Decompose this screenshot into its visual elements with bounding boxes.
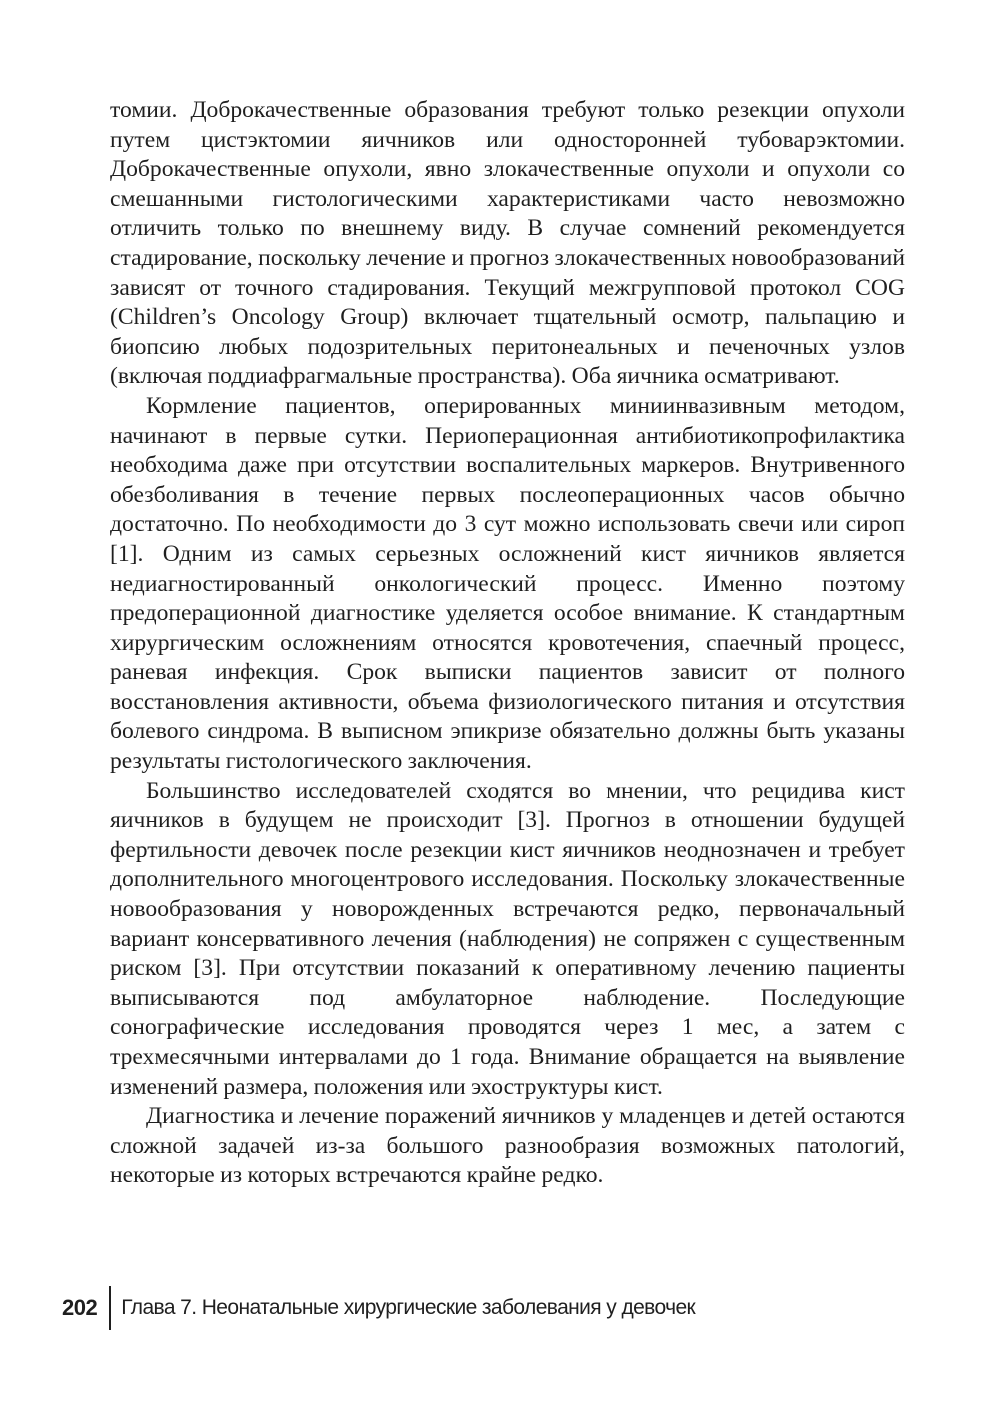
paragraph-postoperative-care: Кормление пациентов, оперированных миниинвазивным методом, начинают в первые сутки. Периоперационная антибиотикопрофилактика необходима даже при отсутствии воспалительных маркеров. Внутривенного обезболивания в течение первых послеоперационных часов обычно достаточно. По необходимости до 3 сут можно использовать свечи или сироп [1]. Одним из самых серьезных осложнений кист яичников является недиагностированный онкологический процесс. Именно поэтому предоперационной диагностике уделяется особое внимание. К стандартным хирургическим осложнениям относятся кровотечения, спаечный процесс, раневая инфекция. Срок выписки пациентов зависит от полного восстановления активности, объема физиологического питания и отсутствия болевого синдрома. В выписном эпикризе обязательно должны быть указаны результаты гистологического заключения.: [110, 392, 905, 775]
page-number: 202: [62, 1295, 98, 1320]
running-chapter-title: Глава 7. Неонатальные хирургические заболевания у девочек: [121, 1296, 696, 1319]
paragraph-continuation: томии. Доброкачественные образования требуют только резекции опухоли путем цистэктомии яичников или односторонней тубоварэктомии. Доброкачественные опухоли, явно злокачественные опухоли и опухоли со смешанными гистологическими характеристиками часто невозможно отличить только по внешнему виду. В случае сомнений рекомендуется стадирование, поскольку лечение и прогноз злокачественных новообразований зависят от точного стадирования. Текущий межгрупповой протокол COG (Children’s Oncology Group) включает тщательный осмотр, пальпацию и биопсию любых подозрительных перитонеальных и печеночных узлов (включая поддиафрагмальные пространства). Оба яичника осматривают.: [110, 97, 905, 390]
page-footer: [62, 1286, 695, 1330]
footer-divider: [109, 1286, 111, 1330]
paragraph-prognosis: Большинство исследователей сходятся во мнении, что рецидива кист яичников в будущем не происходит [3]. Прогноз в отношении будущей фертильности девочек после резекции кист яичников неоднозначен и требует дополнительного многоцентрового исследования. Поскольку злокачественные новообразования у новорожденных встречаются редко, первоначальный вариант консервативного лечения (наблюдения) не сопряжен с существенным риском [3]. При отсутствии показаний к оперативному лечению пациенты выписываются под амбулаторное наблюдение. Последующие сонографические исследования проводятся через 1 мес, а затем с трехмесячными интервалами до 1 года. Внимание обращается на выявление изменений размера, положения или эхоструктуры кист.: [110, 777, 905, 1100]
paragraph-diagnostics: Диагностика и лечение поражений яичников у младенцев и детей остаются сложной задачей из-за большого разнообразия возможных патологий, некоторые из которых встречаются крайне редко.: [110, 1103, 905, 1189]
page-body: [110, 96, 905, 1191]
